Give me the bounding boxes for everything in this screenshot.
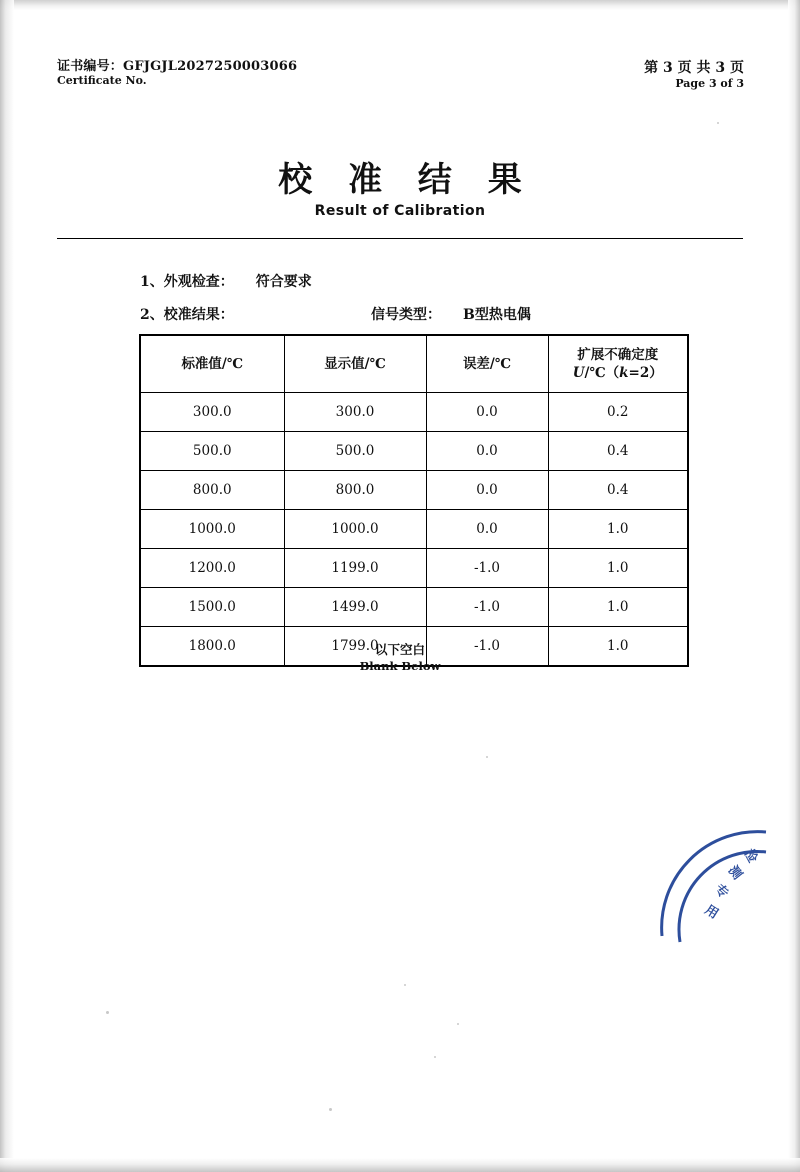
table-row bbox=[140, 432, 688, 471]
scan-speck bbox=[717, 122, 719, 124]
cell-uncertainty: 0.4 bbox=[548, 432, 688, 471]
calibration-results-table bbox=[139, 334, 689, 667]
appearance-check-label: 1、外观检查： bbox=[140, 274, 234, 290]
scan-speck bbox=[486, 756, 488, 758]
signal-type-label: 信号类型： bbox=[371, 307, 441, 323]
table-header-row bbox=[140, 335, 688, 393]
certificate-number-label-en: Certificate No. bbox=[57, 73, 147, 87]
cell-error: -1.0 bbox=[426, 588, 548, 627]
appearance-check-value: 符合要求 bbox=[255, 274, 312, 290]
page-number-cn: 第 3 页 共 3 页 bbox=[644, 60, 744, 76]
scan-speck bbox=[404, 984, 406, 986]
cell-standard-value: 1500.0 bbox=[140, 588, 284, 627]
cell-displayed-value: 1499.0 bbox=[284, 588, 426, 627]
title-divider bbox=[57, 238, 743, 239]
cell-uncertainty: 1.0 bbox=[548, 627, 688, 667]
calibration-result-label: 2、校准结果： bbox=[140, 307, 234, 323]
cell-standard-value: 300.0 bbox=[140, 393, 284, 432]
cell-error: 0.0 bbox=[426, 471, 548, 510]
page-title: 校 准 结 果 bbox=[278, 160, 534, 200]
cell-displayed-value: 1000.0 bbox=[284, 510, 426, 549]
cell-error: -1.0 bbox=[426, 627, 548, 667]
cell-error: 0.0 bbox=[426, 432, 548, 471]
cell-error: 0.0 bbox=[426, 510, 548, 549]
page-number-block bbox=[644, 60, 744, 91]
page-number-en: Page 3 of 3 bbox=[675, 77, 744, 91]
cell-displayed-value: 1799.0 bbox=[284, 627, 426, 667]
column-header-uncertainty bbox=[548, 335, 688, 393]
table-row bbox=[140, 549, 688, 588]
cell-error: 0.0 bbox=[426, 393, 548, 432]
cell-standard-value: 1800.0 bbox=[140, 627, 284, 667]
cell-standard-value: 1000.0 bbox=[140, 510, 284, 549]
column-header-displayed-value: 显示值/℃ bbox=[284, 335, 426, 393]
coverage-factor-value: =2） bbox=[628, 365, 663, 381]
certificate-number-line bbox=[57, 60, 297, 74]
signal-type-value: B型热电偶 bbox=[463, 307, 531, 323]
blank-below-cn: 以下空白 bbox=[374, 642, 425, 657]
column-header-standard-value: 标准值/℃ bbox=[140, 335, 284, 393]
cell-standard-value: 500.0 bbox=[140, 432, 284, 471]
cell-uncertainty: 1.0 bbox=[548, 549, 688, 588]
scan-edge-bottom bbox=[0, 1158, 800, 1172]
table-row bbox=[140, 471, 688, 510]
cell-displayed-value: 500.0 bbox=[284, 432, 426, 471]
uncertainty-unit: /℃（ bbox=[584, 365, 620, 381]
cell-uncertainty: 0.2 bbox=[548, 393, 688, 432]
table-row bbox=[140, 510, 688, 549]
cell-displayed-value: 800.0 bbox=[284, 471, 426, 510]
cell-uncertainty: 0.4 bbox=[548, 471, 688, 510]
svg-text:检: 检 bbox=[740, 846, 760, 866]
svg-text:用: 用 bbox=[701, 902, 721, 923]
uncertainty-header-line1: 扩展不确定度 bbox=[577, 346, 659, 363]
calibration-results-table-wrap bbox=[139, 334, 687, 667]
appearance-check-row bbox=[140, 271, 312, 291]
uncertainty-symbol: U bbox=[572, 365, 585, 381]
certificate-number-label: 证书编号： bbox=[57, 59, 124, 74]
certificate-number-value: GFJGJL2027250003066 bbox=[123, 59, 298, 74]
svg-text:测: 测 bbox=[724, 863, 745, 883]
column-header-error: 误差/℃ bbox=[426, 335, 548, 393]
cell-standard-value: 800.0 bbox=[140, 471, 284, 510]
cell-displayed-value: 300.0 bbox=[284, 393, 426, 432]
blank-below-en: Blank Below bbox=[359, 659, 441, 673]
certificate-number-block bbox=[57, 60, 297, 86]
scan-edge-top bbox=[0, 0, 800, 10]
scan-speck bbox=[434, 1056, 436, 1058]
scan-speck bbox=[457, 1023, 459, 1025]
table-row bbox=[140, 588, 688, 627]
coverage-factor-symbol: k bbox=[619, 365, 629, 381]
page-title-en: Result of Calibration bbox=[314, 203, 486, 219]
cell-uncertainty: 1.0 bbox=[548, 510, 688, 549]
cell-standard-value: 1200.0 bbox=[140, 549, 284, 588]
signal-type-row bbox=[371, 304, 531, 324]
cell-uncertainty: 1.0 bbox=[548, 588, 688, 627]
table-body bbox=[140, 393, 688, 667]
official-stamp-fragment bbox=[648, 830, 768, 955]
svg-text:专: 专 bbox=[711, 881, 732, 902]
cell-error: -1.0 bbox=[426, 549, 548, 588]
cell-displayed-value: 1199.0 bbox=[284, 549, 426, 588]
table-row bbox=[140, 393, 688, 432]
scan-speck bbox=[106, 1011, 109, 1014]
scan-speck bbox=[329, 1108, 332, 1111]
